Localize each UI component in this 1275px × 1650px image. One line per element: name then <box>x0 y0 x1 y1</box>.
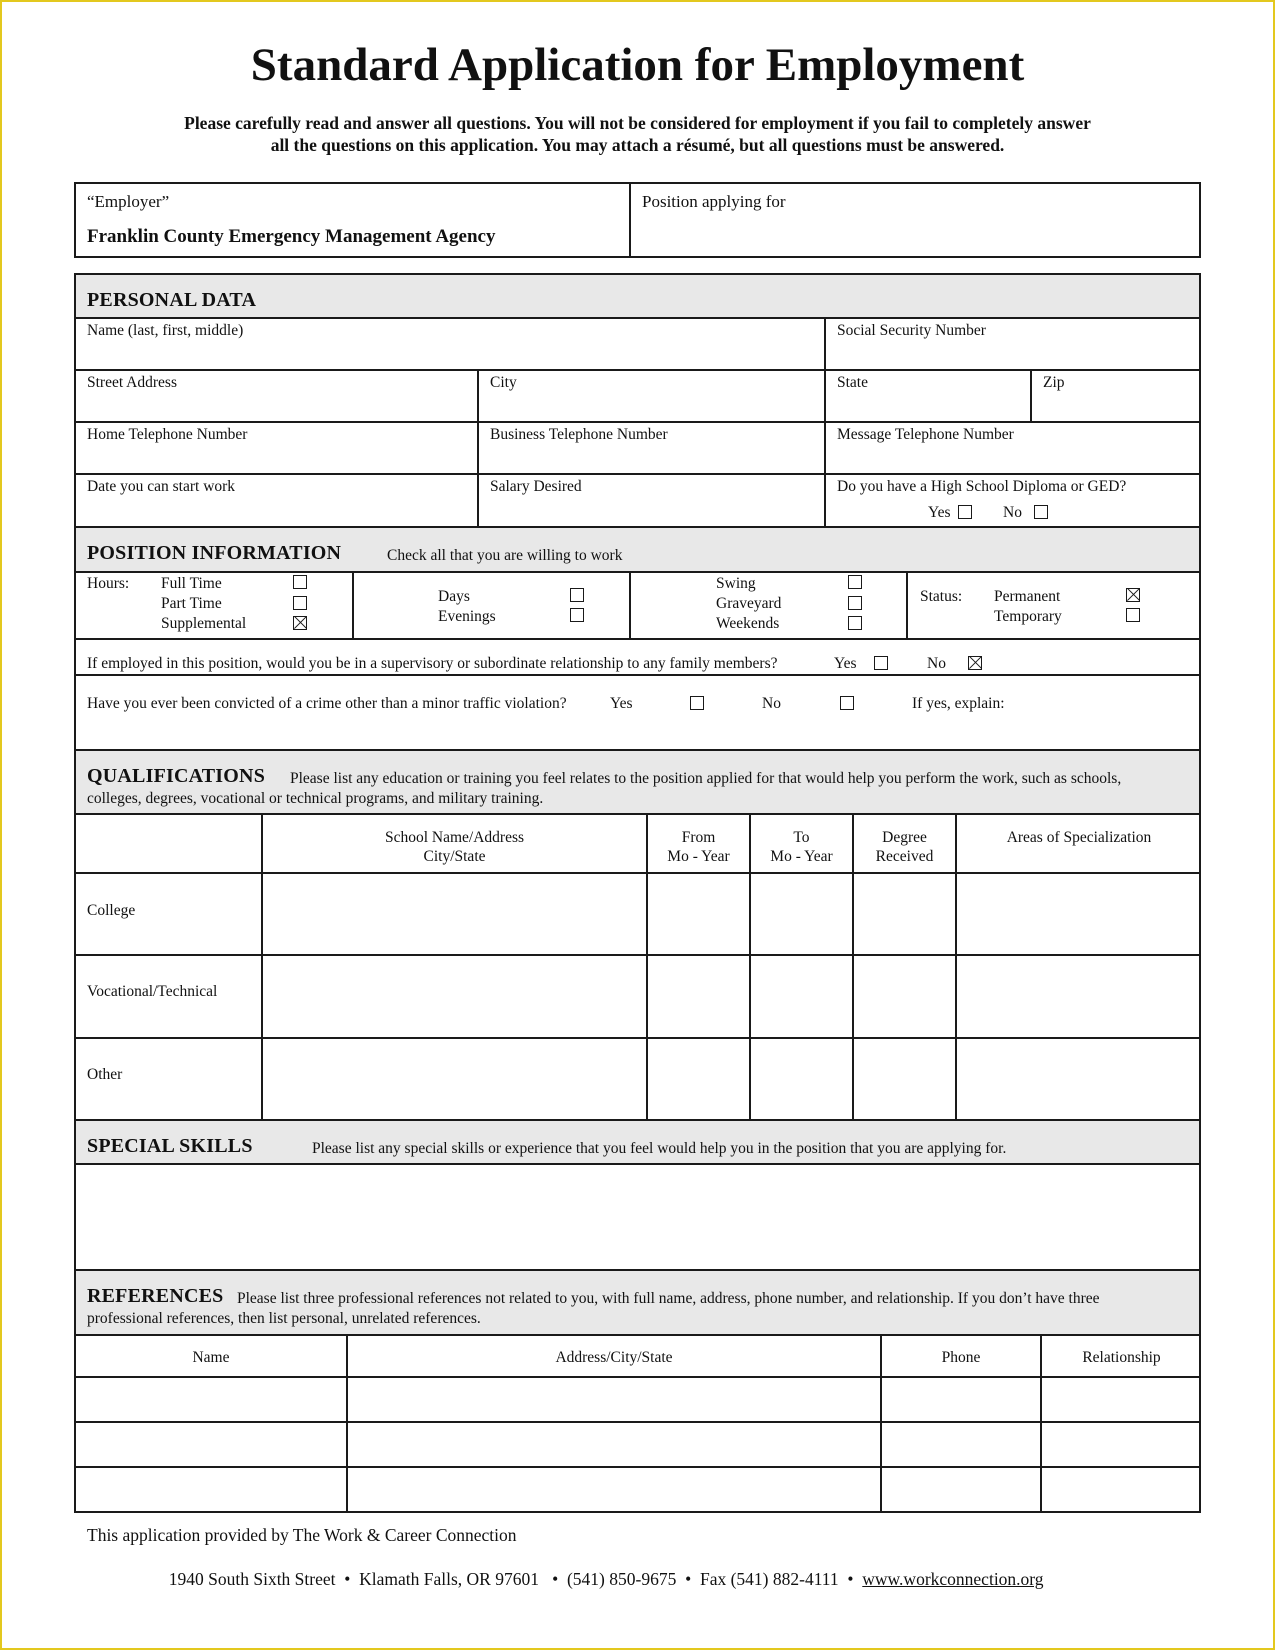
graveyard-checkbox[interactable] <box>848 596 862 610</box>
references-note-2: professional references, then list personal, unrelated references. <box>87 1310 481 1327</box>
days-checkbox[interactable] <box>570 588 584 602</box>
ref-col-relationship: Relationship <box>1082 1349 1161 1366</box>
business-phone-field[interactable]: Business Telephone Number <box>490 426 668 443</box>
graveyard-label: Graveyard <box>716 595 782 612</box>
full-time-checkbox[interactable] <box>293 575 307 589</box>
employer-divider <box>629 182 631 258</box>
personal-data-heading: PERSONAL DATA <box>87 289 257 311</box>
diploma-no-checkbox[interactable] <box>1034 505 1048 519</box>
crime-no-checkbox[interactable] <box>840 696 854 710</box>
full-time-label: Full Time <box>161 575 222 592</box>
temporary-label: Temporary <box>994 608 1062 625</box>
state-field[interactable]: State <box>837 374 868 391</box>
col-to-header: To Mo - Year <box>770 829 833 865</box>
family-yes-label: Yes <box>834 655 857 672</box>
swing-checkbox[interactable] <box>848 575 862 589</box>
intro-text <box>130 112 1145 156</box>
diploma-question: Do you have a High School Diploma or GED? <box>837 478 1127 495</box>
check-all-note: Check all that you are willing to work <box>387 547 623 564</box>
row-label-other: Other <box>87 1066 123 1083</box>
position-applying-field[interactable]: Position applying for <box>642 192 786 211</box>
family-no-checkbox[interactable] <box>968 656 982 670</box>
intro-line-1: Please carefully read and answer all questions. You will not be considered for employment if you fail to completely answer <box>184 113 1091 133</box>
permanent-label: Permanent <box>994 588 1061 605</box>
crime-explain-field[interactable]: If yes, explain: <box>912 695 1005 712</box>
salary-field[interactable]: Salary Desired <box>490 478 582 495</box>
qualifications-note-1: Please list any education or training you feel relates to the position applied for that would help you perform the work, such as schools, <box>290 770 1122 787</box>
diploma-no-label: No <box>1003 504 1022 521</box>
special-skills-note: Please list any special skills or experience that you feel would help you in the position that you are applying for. <box>312 1140 1007 1157</box>
ssn-field[interactable]: Social Security Number <box>837 322 986 339</box>
permanent-checkbox[interactable] <box>1126 588 1140 602</box>
intro-line-2: all the questions on this application. You may attach a résumé, but all questions must be answered. <box>270 135 1005 155</box>
weekends-checkbox[interactable] <box>848 616 862 630</box>
supplemental-checkbox[interactable] <box>293 616 307 630</box>
footer-provided-by: This application provided by The Work & Career Connection <box>87 1525 517 1545</box>
references-note-1: Please list three professional references not related to you, with full name, address, phone number, and relationship. If you don’t have three <box>237 1290 1100 1307</box>
col-from-header: From Mo - Year <box>667 829 730 865</box>
position-info-heading: POSITION INFORMATION <box>87 542 342 564</box>
crime-yes-label: Yes <box>610 695 633 712</box>
evenings-checkbox[interactable] <box>570 608 584 622</box>
special-skills-area[interactable] <box>76 1165 1199 1269</box>
row-label-college: College <box>87 902 136 919</box>
crime-no-label: No <box>762 695 781 712</box>
family-no-label: No <box>927 655 946 672</box>
evenings-label: Evenings <box>438 608 496 625</box>
supplemental-label: Supplemental <box>161 615 247 632</box>
col-degree-header: Degree Received <box>875 829 934 865</box>
ref-col-address: Address/City/State <box>555 1349 673 1366</box>
temporary-checkbox[interactable] <box>1126 608 1140 622</box>
qualifications-note-2: colleges, degrees, vocational or technical programs, and military training. <box>87 790 544 807</box>
footer-address: 1940 South Sixth Street • Klamath Falls, OR 97601 • (541) 850-9675 • Fax (541) 882-4111 • <box>168 1569 863 1589</box>
crime-yes-checkbox[interactable] <box>690 696 704 710</box>
special-skills-heading: SPECIAL SKILLS <box>87 1135 253 1157</box>
col-areas-header: Areas of Specialization <box>1006 829 1152 846</box>
start-date-field[interactable]: Date you can start work <box>87 478 236 495</box>
city-field[interactable]: City <box>490 374 517 391</box>
ref-col-phone: Phone <box>941 1349 981 1366</box>
street-address-field[interactable]: Street Address <box>87 374 177 391</box>
weekends-label: Weekends <box>716 615 780 632</box>
employer-name[interactable]: Franklin County Emergency Management Agency <box>87 226 496 247</box>
footer-contact-line <box>160 1548 1044 1590</box>
message-phone-field[interactable]: Message Telephone Number <box>837 426 1014 443</box>
diploma-yes-label: Yes <box>928 504 951 521</box>
part-time-label: Part Time <box>161 595 222 612</box>
page-title: Standard Application for Employment <box>250 39 1025 91</box>
references-heading: REFERENCES <box>87 1285 224 1307</box>
name-field[interactable]: Name (last, first, middle) <box>87 322 244 339</box>
zip-field[interactable]: Zip <box>1043 374 1065 391</box>
home-phone-field[interactable]: Home Telephone Number <box>87 426 248 443</box>
family-yes-checkbox[interactable] <box>874 656 888 670</box>
days-label: Days <box>438 588 470 605</box>
employer-label: “Employer” <box>87 192 170 211</box>
diploma-yes-checkbox[interactable] <box>958 505 972 519</box>
hours-label: Hours: <box>87 575 130 592</box>
row-label-vocational: Vocational/Technical <box>87 983 218 1000</box>
col-school-header: School Name/Address City/State <box>384 829 525 865</box>
swing-label: Swing <box>716 575 756 592</box>
qualifications-heading: QUALIFICATIONS <box>87 765 266 787</box>
status-label: Status: <box>920 588 963 605</box>
part-time-checkbox[interactable] <box>293 596 307 610</box>
crime-question: Have you ever been convicted of a crime other than a minor traffic violation? <box>87 695 567 712</box>
footer-website-link[interactable]: www.workconnection.org <box>862 1569 1044 1589</box>
family-question: If employed in this position, would you be in a supervisory or subordinate relationship to any family members? <box>87 655 778 672</box>
ref-col-name: Name <box>192 1349 230 1366</box>
